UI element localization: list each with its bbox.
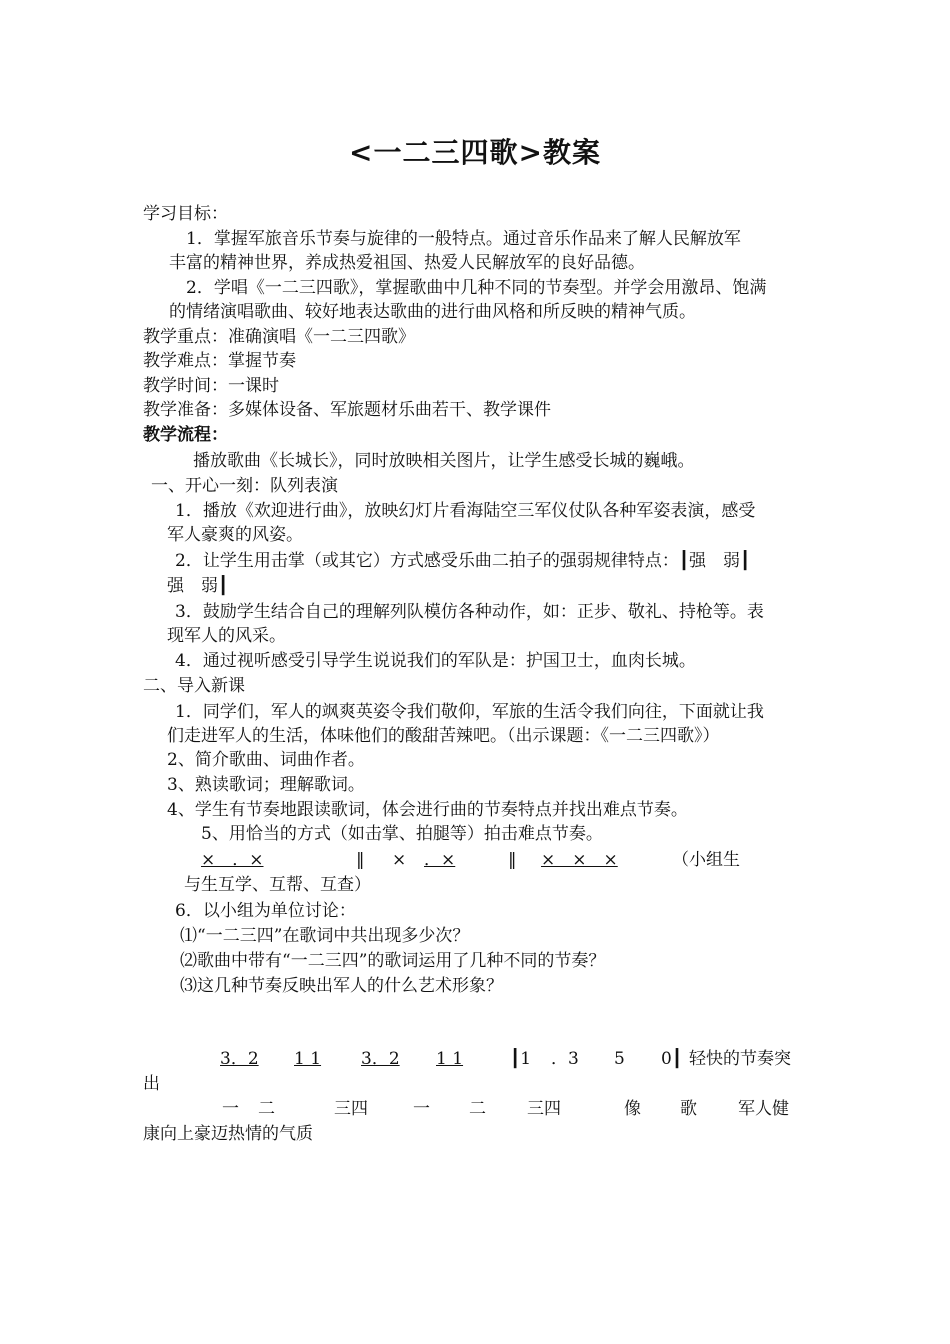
lyric-1: 一 <box>222 1099 239 1119</box>
rhythm-barline-2: ‖ <box>508 850 517 870</box>
goals-label: 学习目标： <box>143 204 228 224</box>
score-description-2-cont: 康向上豪迈热情的气质 <box>143 1124 313 1144</box>
lyric-4: 一 <box>413 1099 430 1119</box>
score-note-6: ．3 <box>551 1049 579 1069</box>
section-2-item-2: 2、简介歌曲、词曲作者。 <box>167 750 365 770</box>
section-2-title: 二、导入新课 <box>143 676 245 696</box>
score-lyrics-line <box>0 1097 950 1121</box>
rhythm-pattern-1: × ．× <box>201 850 264 870</box>
section-1-item-1-line-2: 军人豪爽的风姿。 <box>167 525 303 545</box>
teaching-prep: 教学准备：多媒体设备、军旅题材乐曲若干、教学课件 <box>143 400 551 420</box>
goal-1-line-1: 1．掌握军旅音乐节奏与旋律的一般特点。通过音乐作品来了解人民解放军 <box>186 229 741 249</box>
section-2-item-5: 5、用恰当的方式（如击掌、拍腿等）拍击难点节奏。 <box>201 824 603 844</box>
goal-2-line-1: 2．学唱《一二三四歌》，掌握歌曲中几种不同的节奏型。并学会用激昂、饱满 <box>186 278 767 298</box>
rhythm-pattern-2a: × <box>392 850 407 870</box>
section-2-item-1-line-1: 1．同学们，军人的飒爽英姿令我们敬仰，军旅的生活令我们向往，下面就让我 <box>175 702 764 722</box>
section-1-title: 一、开心一刻：队列表演 <box>151 476 338 496</box>
section-1-item-2-line-2: 强 弱┃ <box>167 576 229 596</box>
section-2-item-3: 3、熟读歌词；理解歌词。 <box>167 775 365 795</box>
lyric-3: 三四 <box>334 1099 368 1119</box>
score-description-1: 轻快的节奏突 <box>689 1049 791 1069</box>
score-note-5: ┃1 <box>510 1049 532 1069</box>
section-1-item-3-line-1: 3．鼓励学生结合自己的理解列队模仿各种动作，如：正步、敬礼、持枪等。表 <box>175 602 764 622</box>
score-note-7: 5 <box>614 1049 625 1069</box>
score-note-4: 1 1 <box>436 1049 464 1069</box>
flow-intro: 播放歌曲《长城长》，同时放映相关图片，让学生感受长城的巍峨。 <box>193 451 695 471</box>
lyric-7: 像 <box>624 1099 641 1119</box>
score-note-1: 3．2 <box>220 1049 259 1069</box>
section-2-item-5-cont: 与生互学、互帮、互查） <box>184 875 371 895</box>
discussion-question-3: ⑶这几种节奏反映出军人的什么艺术形象？ <box>180 976 503 996</box>
lyric-2: 二 <box>258 1099 275 1119</box>
goal-1-line-2: 丰富的精神世界，养成热爱祖国、热爱人民解放军的良好品德。 <box>169 253 645 273</box>
rhythm-barline-1: ‖ <box>356 850 365 870</box>
document-title: <一二三四歌>教案 <box>349 136 601 169</box>
score-note-3: 3．2 <box>361 1049 400 1069</box>
rhythm-line <box>0 848 950 872</box>
section-1-item-4: 4．通过视听感受引导学生说说我们的军队是：护国卫士，血肉长城。 <box>175 651 696 671</box>
discussion-question-1: ⑴“一二三四”在歌词中共出现多少次？ <box>180 926 470 946</box>
teaching-difficulty: 教学难点：掌握节奏 <box>143 351 296 371</box>
teaching-time: 教学时间：一课时 <box>143 376 279 396</box>
rhythm-pattern-2b: ．× <box>424 850 456 870</box>
lyric-5: 二 <box>469 1099 486 1119</box>
section-2-item-6: 6．以小组为单位讨论： <box>175 901 356 921</box>
score-description-1-cont: 出 <box>143 1074 160 1094</box>
discussion-question-2: ⑵歌曲中带有“一二三四”的歌词运用了几种不同的节奏？ <box>180 951 606 971</box>
score-notes-line <box>0 1047 950 1071</box>
teaching-focus: 教学重点：准确演唱《一二三四歌》 <box>143 327 415 347</box>
section-1-item-2-line-1: 2．让学生用击掌（或其它）方式感受乐曲二拍子的强弱规律特点：┃强 弱┃ <box>175 551 751 571</box>
flow-label: 教学流程： <box>143 425 228 445</box>
goal-2-line-2: 的情绪演唱歌曲、较好地表达歌曲的进行曲风格和所反映的精神气质。 <box>169 302 696 322</box>
section-2-item-4: 4、学生有节奏地跟读歌词，体会进行曲的节奏特点并找出难点节奏。 <box>167 800 688 820</box>
score-note-8: 0┃ <box>661 1049 683 1069</box>
rhythm-note: （小组生 <box>672 850 740 870</box>
score-note-2: 1 1 <box>294 1049 322 1069</box>
section-2-item-1-line-2: 们走进军人的生活，体味他们的酸甜苦辣吧。（出示课题：《一二三四歌》） <box>167 726 720 746</box>
score-description-2: 军人健 <box>738 1099 789 1119</box>
rhythm-pattern-3: × × × <box>541 850 618 870</box>
section-1-item-1-line-1: 1．播放《欢迎进行曲》，放映幻灯片看海陆空三军仪仗队各种军姿表演，感受 <box>175 501 756 521</box>
lyric-6: 三四 <box>527 1099 561 1119</box>
lyric-8: 歌 <box>680 1099 697 1119</box>
section-1-item-3-line-2: 现军人的风采。 <box>167 626 286 646</box>
